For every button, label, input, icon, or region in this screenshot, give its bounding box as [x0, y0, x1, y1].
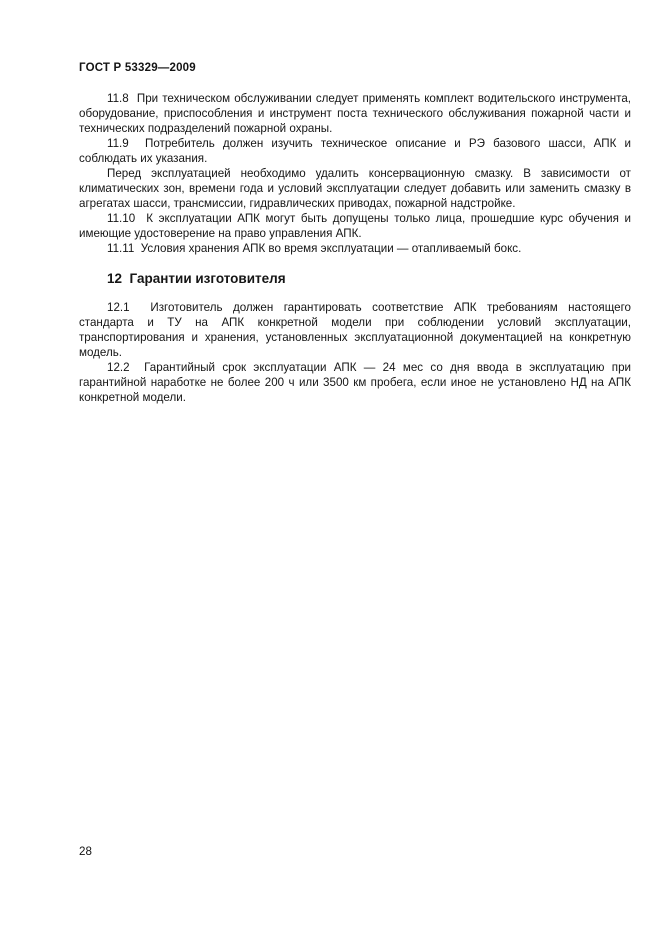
- clause-11-9-continuation: Перед эксплуатацией необходимо удалить консервационную смазку. В зависимости от климатических зон, времени года и условий эксплуатации следует добавить или заменить смазку в агрегатах шасси, трансмиссии, гидравлических приводах, пожарной надстройке.: [79, 167, 631, 210]
- page-number: 28: [79, 845, 92, 858]
- clause-11-9: 11.9 Потребитель должен изучить техническое описание и РЭ базового шасси, АПК и соблюдать их указания.: [79, 137, 631, 165]
- page-content: [79, 62, 631, 405]
- section-12-heading: 12 Гарантии изготовителя: [107, 271, 286, 286]
- clause-11-10: 11.10 К эксплуатации АПК могут быть допущены только лица, прошедшие курс обучения и имеющие удостоверение на право управления АПК.: [79, 212, 631, 240]
- clause-11-11: 11.11 Условия хранения АПК во время эксплуатации — отапливаемый бокс.: [107, 242, 522, 255]
- clause-12-2: 12.2 Гарантийный срок эксплуатации АПК — 24 мес со дня ввода в эксплуатацию при гарантийной наработке не более 200 ч или 3500 км пробега, если иное не установлено НД на АПК конкретной модели.: [79, 361, 631, 404]
- document-code-header: ГОСТ Р 53329—2009: [79, 62, 196, 74]
- clause-12-1: 12.1 Изготовитель должен гарантировать соответствие АПК требованиям настоящего стандарта и ТУ на АПК конкретной модели при соблюдении условий эксплуатации, транспортирования и хранения, установленных эксплуатационной документацией на конкретную модель.: [79, 301, 631, 359]
- clause-11-8: 11.8 При техническом обслуживании следует применять комплект водительского инструмента, оборудование, приспособления и инструмент поста технического обслуживания пожарной части и технических подразделений пожарной охраны.: [79, 92, 631, 135]
